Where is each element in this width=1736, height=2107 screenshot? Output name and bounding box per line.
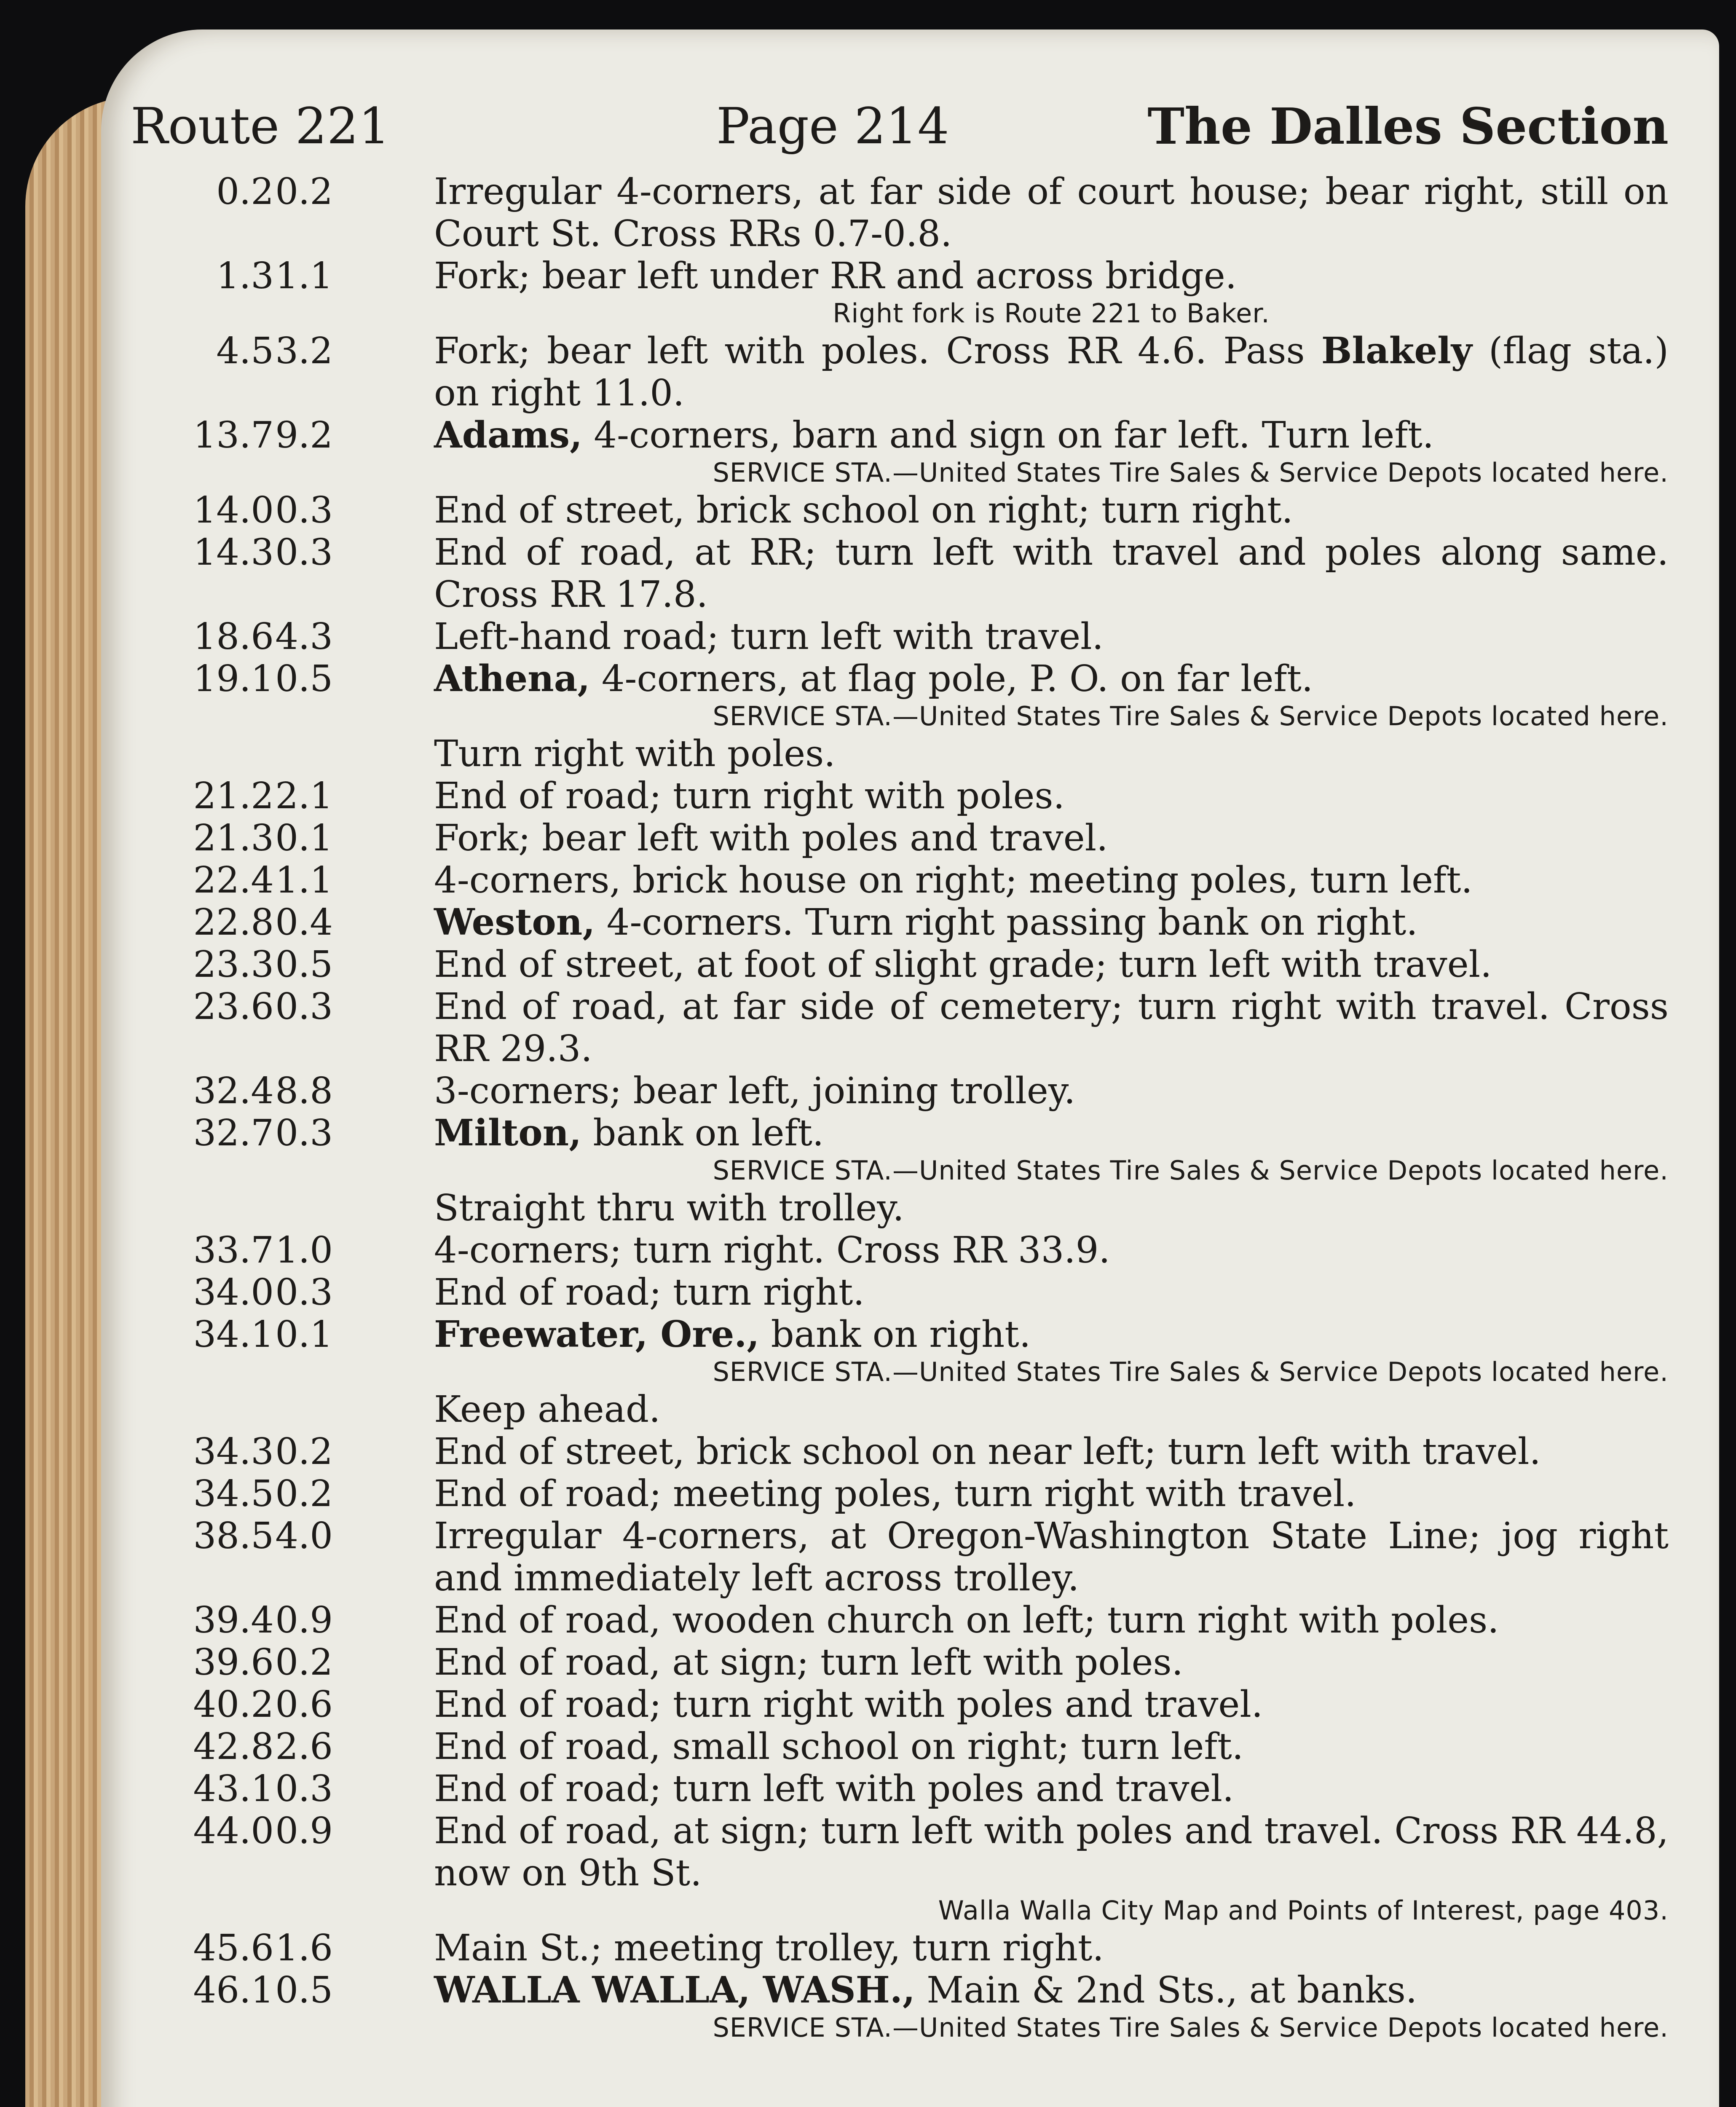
distance-between: 3.2 [275, 330, 333, 372]
place-name: Freewater, Ore., [434, 1313, 760, 1356]
route-entry [193, 1271, 1669, 1314]
entry-text [434, 531, 1669, 616]
entry-text-part: End of road; meeting poles, turn right with travel. [434, 1473, 1356, 1515]
entry-text [434, 1810, 1669, 1894]
total-mileage: 33.7 [193, 1229, 274, 1271]
entry-text [434, 944, 1669, 986]
total-mileage: 34.1 [193, 1314, 274, 1356]
entry-text-part: Main & 2nd Sts., at banks. [915, 1969, 1417, 2011]
entry-text-part: 4-corners, at flag pole, P. O. on far left. [590, 658, 1313, 700]
entry-text [434, 1112, 1669, 1154]
route-entry [193, 1927, 1669, 1969]
total-mileage: 34.5 [193, 1473, 274, 1515]
route-entry [211, 255, 1669, 330]
route-entry [211, 171, 1669, 255]
route-entry [193, 944, 1669, 986]
route-entry [193, 1683, 1669, 1726]
service-station-note: SERVICE STA.—United States Tire Sales & Service Depots located here. [713, 701, 1669, 732]
entry-text [434, 775, 1669, 817]
entry-text [434, 859, 1669, 901]
distance-between: 0.2 [275, 1641, 333, 1683]
distance-between: 1.6 [275, 1927, 333, 1969]
distance-between: 0.6 [275, 1683, 333, 1726]
entry-text-part: 4-corners, barn and sign on far left. Turn left. [582, 414, 1434, 456]
total-mileage: 39.4 [193, 1599, 274, 1641]
entry-text [434, 1726, 1669, 1768]
total-mileage: 34.3 [193, 1431, 274, 1473]
total-mileage: 22.8 [193, 901, 274, 944]
total-mileage: 21.3 [193, 817, 274, 859]
entry-text-part: Fork; bear left with poles and travel. [434, 817, 1108, 859]
entry-text [434, 1431, 1669, 1473]
distance-between: 0.2 [275, 1431, 333, 1473]
entry-text [434, 1271, 1669, 1314]
entry-text-part: End of road, at far side of cemetery; turn right with travel. Cross RR 29.3. [434, 986, 1669, 1070]
page-header [131, 97, 1669, 169]
total-mileage: 32.7 [193, 1112, 274, 1154]
route-entry [193, 1229, 1669, 1271]
total-mileage: 32.4 [193, 1070, 274, 1112]
route-entry [193, 616, 1669, 658]
distance-between: 0.3 [275, 1112, 333, 1154]
route-entry [193, 775, 1669, 817]
distance-between: 0.1 [275, 817, 333, 859]
entry-text [434, 986, 1669, 1070]
route-entry [193, 859, 1669, 901]
entry-text [434, 1641, 1669, 1683]
total-mileage: 0.2 [216, 171, 274, 213]
place-name: Weston, [434, 901, 595, 944]
total-mileage: 21.2 [193, 775, 274, 817]
route-entry [193, 489, 1669, 531]
entry-text-part: End of road, wooden church on left; turn right with poles. [434, 1599, 1499, 1641]
entry-text [434, 658, 1669, 700]
entry-text [434, 1768, 1669, 1810]
header-route: Route 221 [131, 97, 390, 155]
total-mileage: 23.6 [193, 986, 274, 1028]
route-entry [193, 1070, 1669, 1112]
entry-text-part: bank on right. [759, 1314, 1031, 1356]
entry-text [434, 1969, 1669, 2011]
header-section: The Dalles Section [1147, 97, 1669, 155]
entry-text [434, 901, 1669, 944]
entry-text-part: End of road, at sign; turn left with poles. [434, 1641, 1183, 1683]
total-mileage: 42.8 [193, 1726, 274, 1768]
distance-between: 2.1 [275, 775, 333, 817]
entry-text-part: Fork; bear left under RR and across bridge. [434, 255, 1237, 297]
entry-text [434, 1927, 1669, 1969]
distance-between: 9.2 [275, 414, 333, 456]
route-entry [193, 414, 1669, 489]
route-entry [193, 986, 1669, 1070]
distance-between: 0.5 [275, 1969, 333, 2011]
entry-text-part: Left-hand road; turn left with travel. [434, 616, 1104, 658]
distance-between: 0.3 [275, 489, 333, 531]
distance-between: 0.3 [275, 1768, 333, 1810]
total-mileage: 23.3 [193, 944, 274, 986]
total-mileage: 38.5 [193, 1515, 274, 1557]
entry-text-part: End of road; turn right with poles. [434, 775, 1065, 817]
total-mileage: 34.0 [193, 1271, 274, 1314]
route-entry [193, 1768, 1669, 1810]
entry-text-part: End of road, at sign; turn left with poles and travel. Cross RR 44.8, now on 9th St. [434, 1810, 1669, 1894]
distance-between: 0.5 [275, 658, 333, 700]
distance-between: 0.2 [275, 1473, 333, 1515]
place-name: WALLA WALLA, WASH., [434, 1969, 915, 2011]
route-entry [211, 330, 1669, 414]
route-entry [193, 1810, 1669, 1927]
service-station-note: SERVICE STA.—United States Tire Sales & Service Depots located here. [713, 1155, 1669, 1186]
distance-between: 4.3 [275, 616, 333, 658]
entry-text [434, 1473, 1669, 1515]
place-name: Athena, [434, 657, 590, 700]
header-page-number: Page 214 [716, 97, 949, 155]
entry-text [434, 1599, 1669, 1641]
total-mileage: 19.1 [193, 658, 274, 700]
entry-followup: Keep ahead. [434, 1389, 661, 1431]
total-mileage: 46.1 [193, 1969, 274, 2011]
entry-text [434, 1515, 1669, 1599]
total-mileage: 43.1 [193, 1768, 274, 1810]
distance-between: 2.6 [275, 1726, 333, 1768]
distance-between: 0.9 [275, 1810, 333, 1852]
distance-between: 0.2 [275, 171, 333, 213]
total-mileage: 44.0 [193, 1810, 274, 1852]
entry-text [434, 171, 1669, 255]
entry-text-part: End of road, at RR; turn left with travel and poles along same. Cross RR 17.8. [434, 531, 1669, 616]
entry-text-part: End of road; turn right. [434, 1271, 865, 1314]
service-station-note: SERVICE STA.—United States Tire Sales & Service Depots located here. [713, 1356, 1669, 1387]
total-mileage: 22.4 [193, 859, 274, 901]
place-name: Blakely [1321, 330, 1472, 372]
entry-text-part: 3-corners; bear left, joining trolley. [434, 1070, 1076, 1112]
route-entries [193, 171, 1669, 2044]
route-entry [193, 1641, 1669, 1683]
distance-between: 0.3 [275, 531, 333, 574]
place-name: Adams, [434, 414, 582, 456]
entry-text-part: 4-corners, brick house on right; meeting poles, turn left. [434, 859, 1473, 901]
entry-text [434, 1314, 1669, 1356]
total-mileage: 14.3 [193, 531, 274, 574]
route-entry [193, 1599, 1669, 1641]
entry-text-part: End of road, small school on right; turn left. [434, 1726, 1244, 1768]
entry-text [434, 1683, 1669, 1726]
distance-between: 0.3 [275, 1271, 333, 1314]
entry-text-part: End of street, at foot of slight grade; turn left with travel. [434, 944, 1492, 986]
place-name: Milton, [434, 1112, 582, 1154]
total-mileage: 40.2 [193, 1683, 274, 1726]
total-mileage: 1.3 [216, 255, 274, 297]
distance-between: 1.0 [275, 1229, 333, 1271]
entry-text [434, 414, 1669, 456]
distance-between: 1.1 [275, 859, 333, 901]
distance-between: 0.3 [275, 986, 333, 1028]
entry-text-part: End of road; turn right with poles and travel. [434, 1683, 1263, 1726]
route-entry [193, 531, 1669, 616]
service-station-note: SERVICE STA.—United States Tire Sales & Service Depots located here. [713, 457, 1669, 488]
distance-between: 0.1 [275, 1314, 333, 1356]
route-entry [193, 657, 1669, 775]
entry-text [434, 817, 1669, 859]
distance-between: 0.9 [275, 1599, 333, 1641]
distance-between: 4.0 [275, 1515, 333, 1557]
entry-text-part: 4-corners; turn right. Cross RR 33.9. [434, 1229, 1110, 1271]
total-mileage: 4.5 [216, 330, 274, 372]
entry-text-part: bank on left. [581, 1112, 824, 1154]
total-mileage: 45.6 [193, 1927, 274, 1969]
entry-text-part: End of street, brick school on right; turn right. [434, 489, 1293, 531]
entry-text [434, 616, 1669, 658]
entry-text-part: Fork; bear left with poles. Cross RR 4.6. Pass [434, 330, 1321, 372]
route-entry [193, 1726, 1669, 1768]
entry-text [434, 1070, 1669, 1112]
route-entry [193, 1112, 1669, 1229]
route-entry [193, 901, 1669, 944]
route-entry [193, 1969, 1669, 2044]
entry-text [434, 1229, 1669, 1271]
entry-text-part: Irregular 4-corners, at far side of court house; bear right, still on Court St. Cross RRs 0.7-0.8. [434, 171, 1669, 255]
route-entry [193, 817, 1669, 859]
route-entry [193, 1515, 1669, 1599]
entry-text [434, 330, 1669, 414]
distance-between: 8.8 [275, 1070, 333, 1112]
entry-followup: Turn right with poles. [434, 733, 836, 775]
route-entry [193, 1473, 1669, 1515]
entry-text-part: End of street, brick school on near left; turn left with travel. [434, 1431, 1541, 1473]
total-mileage: 14.0 [193, 489, 274, 531]
distance-between: 0.5 [275, 944, 333, 986]
total-mileage: 18.6 [193, 616, 274, 658]
entry-text-part: Irregular 4-corners, at Oregon-Washington State Line; jog right and immediately left across trolley. [434, 1515, 1669, 1599]
route-entry [193, 1431, 1669, 1473]
total-mileage: 39.6 [193, 1641, 274, 1683]
entry-text-part: Main St.; meeting trolley, turn right. [434, 1927, 1104, 1969]
distance-between: 1.1 [275, 255, 333, 297]
entry-text-part: 4-corners. Turn right passing bank on right. [595, 901, 1418, 944]
entry-text [434, 255, 1669, 297]
total-mileage: 13.7 [193, 414, 274, 456]
entry-text-part: (flag sta.) on right 11.0. [434, 330, 1669, 414]
service-station-note: SERVICE STA.—United States Tire Sales & Service Depots located here. [713, 2012, 1669, 2043]
fork-note: Right fork is Route 221 to Baker. [833, 298, 1270, 329]
entry-followup: Straight thru with trolley. [434, 1187, 904, 1229]
entry-text [434, 489, 1669, 531]
route-entry [193, 1313, 1669, 1431]
distance-between: 0.4 [275, 901, 333, 944]
entry-text-part: End of road; turn left with poles and travel. [434, 1768, 1234, 1810]
service-station-note: Walla Walla City Map and Points of Interest, page 403. [938, 1895, 1669, 1926]
